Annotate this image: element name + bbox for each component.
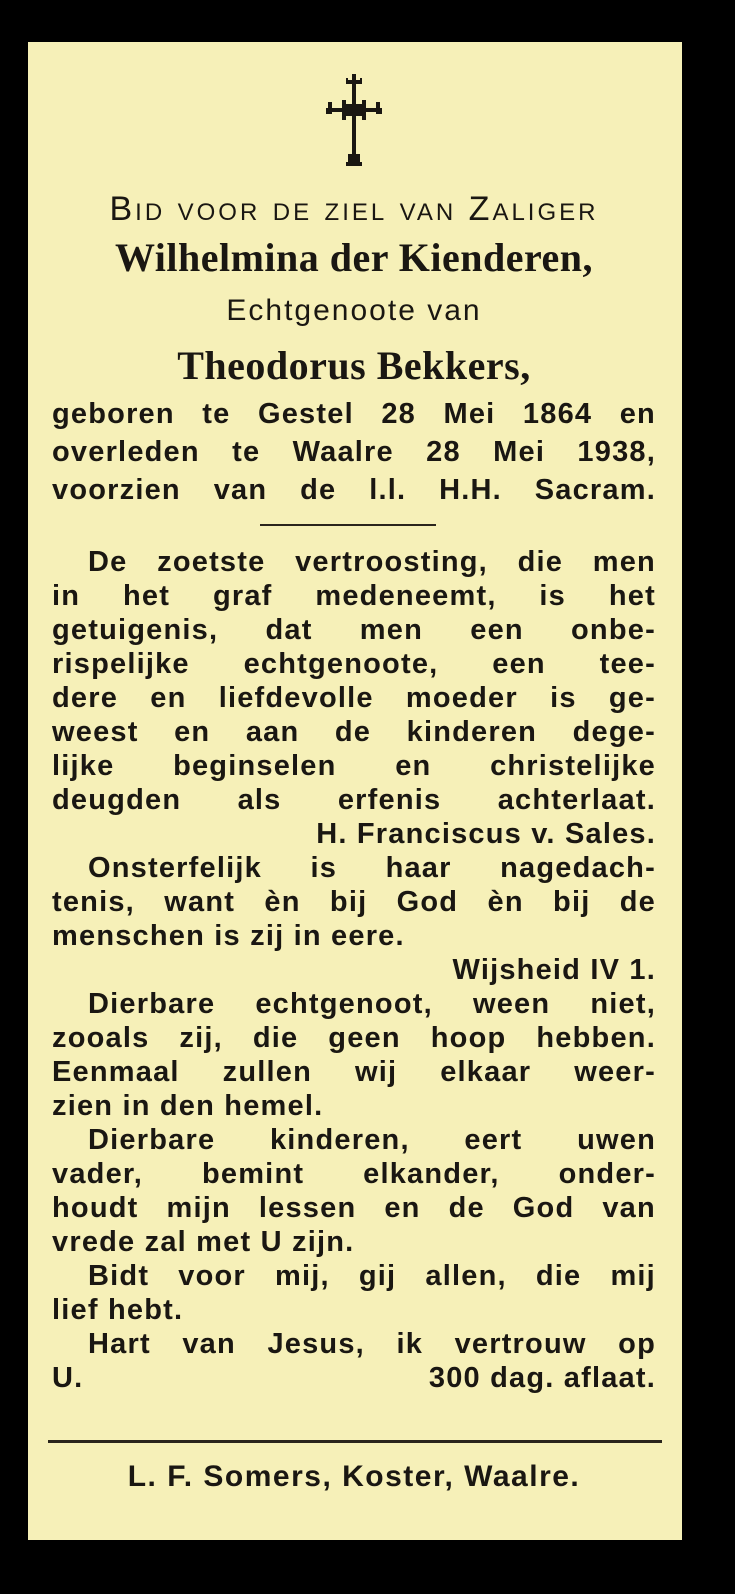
- birth-line: [52, 398, 656, 431]
- word: ge-: [608, 682, 656, 714]
- word: die: [252, 1022, 299, 1054]
- word: getuigenis,: [52, 614, 219, 646]
- word: hebben.: [536, 1022, 656, 1054]
- text-line: [52, 1056, 656, 1089]
- word: beginselen: [173, 750, 337, 782]
- word: van: [602, 1192, 656, 1224]
- word: eert: [464, 1124, 523, 1156]
- text-line: [52, 1158, 656, 1191]
- word: achterlaat.: [497, 784, 656, 816]
- text-line: lief hebt.: [52, 1294, 184, 1326]
- word: èn: [264, 886, 301, 918]
- word: het: [123, 580, 171, 612]
- word: aan: [245, 716, 300, 748]
- text-line: [88, 1260, 656, 1293]
- footer-divider: [48, 1440, 662, 1443]
- word: Hart: [88, 1328, 151, 1360]
- word: zooals: [52, 1022, 150, 1054]
- word: en: [150, 682, 187, 714]
- word: Sacram.: [534, 474, 656, 506]
- divider-short: [260, 524, 436, 526]
- word: houdt: [52, 1192, 139, 1224]
- word: vertroosting,: [295, 546, 488, 578]
- word: men: [359, 614, 424, 646]
- word: elkaar: [440, 1056, 532, 1088]
- text-line: [52, 1192, 656, 1225]
- word: onbe-: [571, 614, 656, 646]
- word: medeneemt,: [315, 580, 497, 612]
- text-line: [52, 648, 656, 681]
- word: 28: [426, 436, 461, 468]
- word: wij: [354, 1056, 398, 1088]
- word: ween: [472, 988, 551, 1020]
- cross-icon: [326, 74, 382, 166]
- word: zij,: [179, 1022, 223, 1054]
- word: l.l.: [369, 474, 407, 506]
- text-line: [52, 886, 656, 919]
- text-line: [52, 784, 656, 817]
- word: Onsterfelijk: [88, 852, 262, 884]
- relation-line: Echtgenoote van: [226, 294, 482, 327]
- word: die: [535, 1260, 582, 1292]
- word: H.H.: [439, 474, 502, 506]
- word: als: [237, 784, 282, 816]
- indulgence-line: [52, 1362, 656, 1395]
- word: is: [550, 682, 577, 714]
- word: kinderen,: [269, 1124, 410, 1156]
- text-line: menschen is zij in eere.: [52, 920, 405, 952]
- word: onder-: [558, 1158, 656, 1190]
- word: Eenmaal: [52, 1056, 180, 1088]
- word: het: [608, 580, 656, 612]
- text-line: vrede zal met U zijn.: [52, 1226, 355, 1258]
- word: God: [512, 1192, 575, 1224]
- indulgence-text: 300 dag. aflaat.: [428, 1362, 656, 1394]
- text-line: [52, 1022, 656, 1055]
- word: is: [310, 852, 338, 884]
- text-line: zien in den hemel.: [52, 1090, 324, 1122]
- prayer-header: Bid voor de ziel van Zaliger: [109, 190, 599, 228]
- word: te: [202, 398, 231, 430]
- word: Gestel: [257, 398, 354, 430]
- word: lijke: [52, 750, 115, 782]
- word: de: [334, 716, 372, 748]
- word: vertrouw: [454, 1328, 587, 1360]
- citation: H. Franciscus v. Sales.: [316, 818, 656, 850]
- spouse-name: Theodorus Bekkers,: [177, 343, 531, 388]
- text-line: [52, 750, 656, 783]
- memorial-card: [28, 42, 682, 1540]
- word: christelijke: [490, 750, 656, 782]
- death-line: [52, 436, 656, 469]
- text-line: [52, 614, 656, 647]
- word: Dierbare: [88, 988, 216, 1020]
- word: gij: [358, 1260, 397, 1292]
- word: mij: [610, 1260, 656, 1292]
- word: de: [619, 886, 656, 918]
- word: tee-: [599, 648, 656, 680]
- word: God: [396, 886, 459, 918]
- word: mijn: [166, 1192, 231, 1224]
- word: bemint: [201, 1158, 305, 1190]
- text-line: [88, 852, 656, 885]
- word: rispelijke: [52, 648, 190, 680]
- word: die: [517, 546, 564, 578]
- word: is: [539, 580, 567, 612]
- text-line: [52, 716, 656, 749]
- word: kinderen: [406, 716, 538, 748]
- word: ik: [396, 1328, 424, 1360]
- word: deugden: [52, 784, 182, 816]
- word: dat: [265, 614, 313, 646]
- word: te: [232, 436, 261, 468]
- word: en: [174, 716, 211, 748]
- word: moeder: [405, 682, 518, 714]
- word: nagedach-: [500, 852, 656, 884]
- word: hoop: [430, 1022, 507, 1054]
- word: de: [300, 474, 337, 506]
- word: in: [52, 580, 81, 612]
- word: 1938,: [577, 436, 656, 468]
- word: mij,: [275, 1260, 330, 1292]
- word: tenis,: [52, 886, 135, 918]
- word: De: [88, 546, 128, 578]
- word: bij: [329, 886, 368, 918]
- text-line: [88, 988, 656, 1021]
- text-line: [52, 682, 656, 715]
- word: een: [492, 648, 546, 680]
- deceased-name: Wilhelmina der Kienderen,: [114, 235, 594, 280]
- word: voor: [178, 1260, 246, 1292]
- word: 1864: [522, 398, 593, 430]
- word: Bidt: [88, 1260, 150, 1292]
- word: geboren: [52, 398, 175, 430]
- text-line: [88, 1328, 656, 1361]
- word: niet,: [590, 988, 656, 1020]
- word: allen,: [425, 1260, 507, 1292]
- word: weest: [52, 716, 139, 748]
- word: want: [164, 886, 236, 918]
- word: bij: [553, 886, 591, 918]
- word: dege-: [572, 716, 656, 748]
- word: elkander,: [363, 1158, 500, 1190]
- word: graf: [212, 580, 273, 612]
- word: en: [619, 398, 656, 430]
- word: Dierbare: [88, 1124, 216, 1156]
- word: van: [182, 1328, 236, 1360]
- word: en: [384, 1192, 421, 1224]
- word: erfenis: [337, 784, 442, 816]
- word: èn: [487, 886, 524, 918]
- word: echtgenoote,: [243, 648, 439, 680]
- word: Jesus,: [267, 1328, 365, 1360]
- word: haar: [385, 852, 452, 884]
- word: op: [618, 1328, 656, 1360]
- word: de: [448, 1192, 485, 1224]
- word: overleden: [52, 436, 200, 468]
- word: een: [470, 614, 524, 646]
- text-line: [88, 1124, 656, 1157]
- text-line: [52, 580, 656, 613]
- word: en: [395, 750, 432, 782]
- word: 28: [381, 398, 416, 430]
- word: weer-: [574, 1056, 656, 1088]
- word: voorzien: [52, 474, 181, 506]
- word: men: [592, 546, 656, 578]
- word: lessen: [258, 1192, 357, 1224]
- word: Mei: [443, 398, 496, 430]
- word: liefdevolle: [218, 682, 374, 714]
- word: geen: [328, 1022, 401, 1054]
- word: van: [213, 474, 268, 506]
- word: echtgenoot,: [255, 988, 433, 1020]
- word: Waalre: [292, 436, 394, 468]
- citation: Wijsheid IV 1.: [452, 954, 656, 986]
- word: uwen: [577, 1124, 656, 1156]
- word: vader,: [52, 1158, 144, 1190]
- text-line: [88, 546, 656, 579]
- sacraments-line: [52, 474, 656, 507]
- word: dere: [52, 682, 119, 714]
- word: U.: [52, 1362, 84, 1394]
- word: zullen: [222, 1056, 313, 1088]
- word: Mei: [493, 436, 546, 468]
- word: zoetste: [157, 546, 266, 578]
- printer-credit: L. F. Somers, Koster, Waalre.: [127, 1460, 581, 1493]
